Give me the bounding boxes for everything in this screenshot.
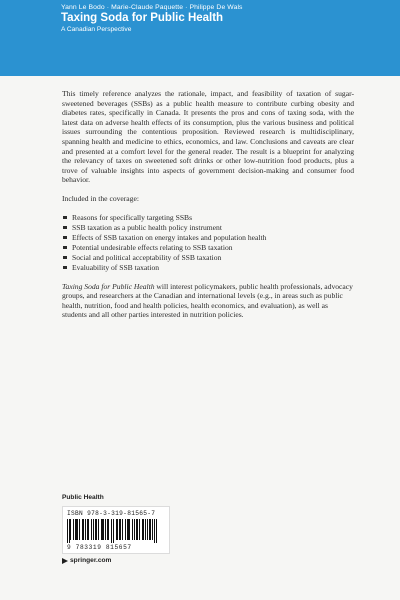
blurb — [62, 89, 354, 329]
book-title: Taxing Soda for Public Health — [61, 12, 224, 24]
header-band — [0, 0, 400, 76]
barcode-box — [62, 506, 170, 554]
coverage-item: SSB taxation as a public health policy instrument — [62, 223, 354, 233]
coverage-list — [62, 213, 354, 273]
cover-footer — [62, 494, 170, 564]
isbn-label: ISBN 978-3-319-81565-7 — [67, 510, 156, 517]
publisher-url: springer.com — [70, 557, 112, 564]
coverage-item: Reasons for specifically targeting SSBs — [62, 213, 354, 223]
publisher-link[interactable] — [62, 557, 170, 564]
closing-text: will interest policymakers, public health professionals, advocacy groups, and researchers at the Canadian and international levels (e.g., in areas such as public health, nutrition, food and health policies, health economics, and evaluation), as well as students and all other parties interested in nutrition policies. — [62, 281, 353, 320]
coverage-item: Social and political acceptability of SSB taxation — [62, 253, 354, 263]
coverage-item: Potential undesirable effects relating to SSB taxation — [62, 243, 354, 253]
coverage-item: Effects of SSB taxation on energy intakes and population health — [62, 233, 354, 243]
author-names: Yann Le Bodo · Marie-Claude Paquette · Philippe De Wals — [61, 4, 243, 11]
closing-paragraph — [62, 282, 354, 320]
coverage-item: Evaluability of SSB taxation — [62, 263, 354, 273]
subject-category: Public Health — [62, 494, 104, 501]
closing-book-title: Taxing Soda for Public Health — [62, 281, 155, 291]
book-subtitle: A Canadian Perspective — [61, 26, 132, 33]
intro-paragraph: This timely reference analyzes the rationale, impact, and feasibility of taxation of sugar-sweetened beverages (SSBs) as a public health measure to contribute curbing obesity and diabetes rates, specifically in Canada. It presents the pros and cons of taxing soda, with the latest data on adverse health effects of its consumption, plus the various business and political issues surrounding the contentious proposition. Reviewed research is multidisciplinary, spanning health and medicine to ethics, economics, and law. Conclusions and caveats are clear and presented at a comfort level for the general reader. The result is a blueprint for analyzing the relevancy of taxes on sweetened soft drinks or other low-nutrition food products, plus a trove of valuable insights into aspects of government decision-making and consumer food behavior. — [62, 89, 354, 185]
barcode-digits: 9 783319 815657 — [67, 544, 132, 551]
barcode-icon — [67, 519, 157, 543]
arrow-right-icon — [62, 558, 68, 564]
coverage-heading: Included in the coverage: — [62, 193, 139, 203]
